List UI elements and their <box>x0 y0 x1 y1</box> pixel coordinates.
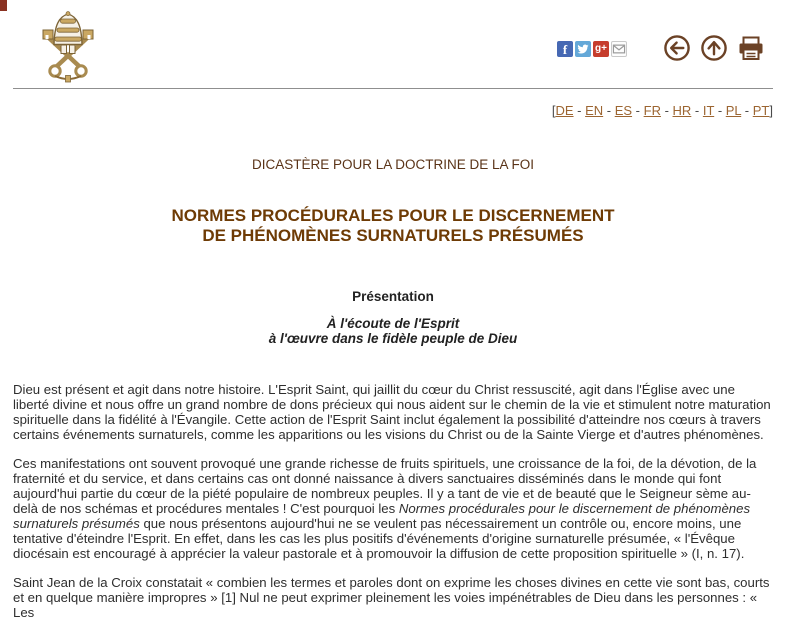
document-title-line2: DE PHÉNOMÈNES SURNATURELS PRÉSUMÉS <box>202 226 584 245</box>
envelope-icon <box>612 43 626 55</box>
language-link-en[interactable]: EN <box>585 103 604 118</box>
language-link-es[interactable]: ES <box>614 103 633 118</box>
text-segment: que nous présentons aujourd'hui ne se veulent pas nécessairement un contrôle ou, encore moins, une tentative d'éteindre l'Esprit. En effet, dans les cas les plus positifs d'événements d'origine surnaturelle présumée, « l'Évêque diocésain est encouragé à apprécier la valeur pastorale et à promouvoir la diffusion de cette proposition spirituelle » (I, n. 17). <box>13 516 745 561</box>
googleplus-share-icon[interactable]: g+ <box>593 41 609 57</box>
vatican-emblem-graphic <box>34 11 102 83</box>
document-title <box>13 206 773 246</box>
twitter-bird-icon <box>577 43 589 55</box>
text-segment: Saint Jean de la Croix constatait « combien les termes et paroles dont on exprime les choses divines en cette vie sont bas, courts et en quelque manière impropres » <box>13 575 770 605</box>
corner-red-fragment <box>0 0 7 11</box>
language-bar-open-bracket: [ <box>551 103 556 118</box>
language-link-it[interactable]: IT <box>702 103 715 118</box>
dicastery-heading: DICASTÈRE POUR LA DOCTRINE DE LA FOI <box>251 157 535 172</box>
back-icon[interactable] <box>663 34 691 62</box>
language-bar-close-bracket: ] <box>769 103 773 118</box>
scroll-top-icon[interactable] <box>700 34 728 62</box>
language-links: DE - EN - ES - FR - HR - IT - PL - PT <box>555 103 770 118</box>
text-segment: Dieu est présent et agit dans notre histoire. L'Esprit Saint, qui jaillit du cœur du Christ ressuscité, agit dans l'Église avec une liberté divine et nous offre un grand nombre de dons précieux qui nous aident sur le chemin de la vie et stimulent notre maturation spirituelle dans la fidélité à l'Évangile. Cette action de l'Esprit Saint inclut également la possibilité d'atteindre nos cœurs à travers certains événements surnaturels, comme les apparitions ou les visions du Christ ou de la Sainte Vierge et d'autres phénomènes. <box>13 382 771 442</box>
social-share-row <box>557 41 627 57</box>
paragraph-1 <box>13 382 773 442</box>
page-toolbar <box>663 34 765 62</box>
page-content <box>13 89 773 620</box>
email-share-icon[interactable] <box>611 41 627 57</box>
language-bar <box>13 103 773 118</box>
text-segment: Normes procédurales pour le discernement de phénomènes surnaturels présumés <box>13 501 751 531</box>
language-link-de[interactable]: DE <box>555 103 574 118</box>
article-body <box>13 382 773 620</box>
language-link-pt[interactable]: PT <box>752 103 770 118</box>
facebook-share-icon[interactable]: f <box>557 41 573 57</box>
subtitle-line1: À l'écoute de l'Esprit <box>326 316 460 331</box>
presentation-heading: Présentation <box>352 289 434 304</box>
document-title-line1: NORMES PROCÉDURALES POUR LE DISCERNEMENT <box>171 206 615 225</box>
print-icon[interactable] <box>737 34 765 62</box>
paragraph-3 <box>13 575 773 620</box>
presentation-subtitle <box>13 316 773 346</box>
paragraph-2 <box>13 456 773 561</box>
footnote-link-1[interactable]: [1] <box>221 590 236 605</box>
language-link-hr[interactable]: HR <box>672 103 692 118</box>
language-link-fr[interactable]: FR <box>643 103 661 118</box>
language-link-pl[interactable]: PL <box>725 103 742 118</box>
subtitle-line2: à l'œuvre dans le fidèle peuple de Dieu <box>268 331 518 346</box>
vatican-coat-of-arms[interactable] <box>34 11 102 83</box>
twitter-share-icon[interactable] <box>575 41 591 57</box>
text-segment: Nul ne peut exprimer pleinement les voies impénétrables de Dieu dans les personnes : « Les <box>13 590 758 620</box>
text-segment: Ces manifestations ont souvent provoqué une grande richesse de fruits spirituels, une croissance de la foi, de la dévotion, de la fraternité et du service, et dans certains cas ont donné naissance à divers sanctuaires disséminés dans le monde qui font aujourd'hui partie du cœur de la piété populaire de nombreux peuples. Il y a tant de vie et de beauté que le Seigneur sème au-delà de nos schémas et procédures mentales ! C'est pourquoi les <box>13 456 757 516</box>
